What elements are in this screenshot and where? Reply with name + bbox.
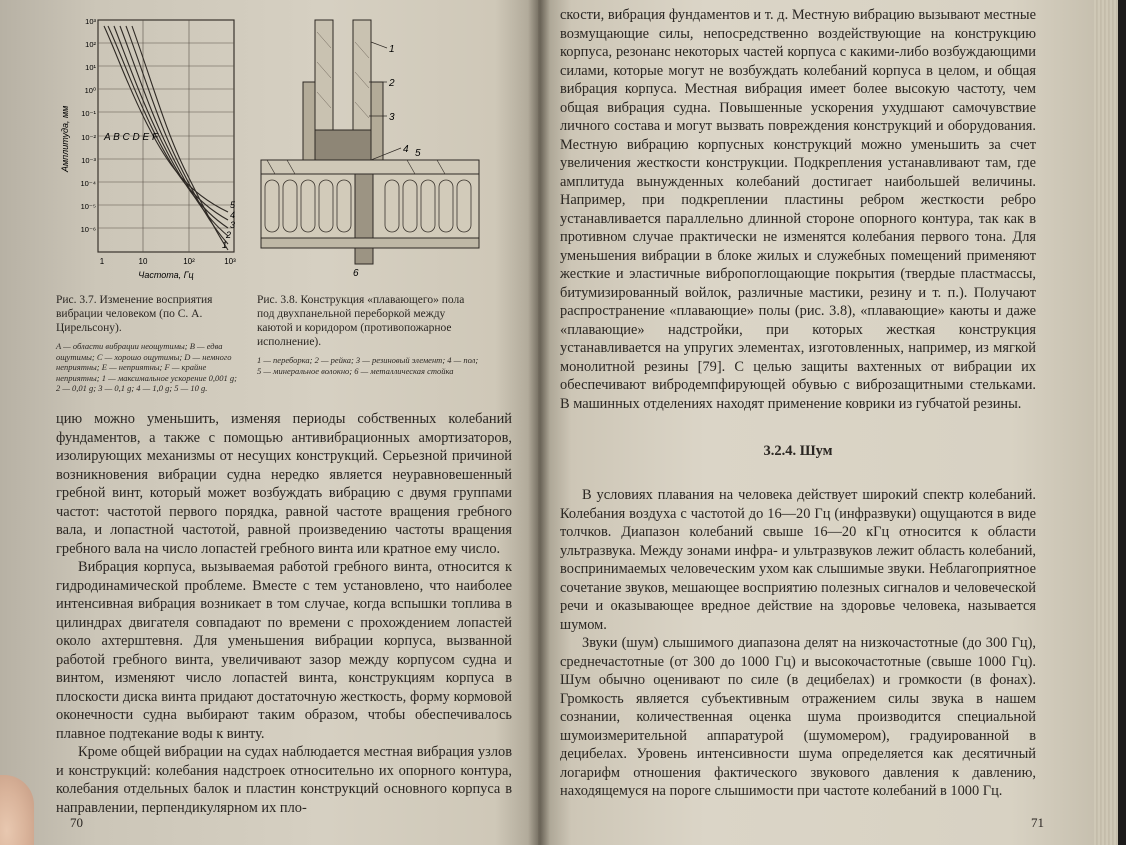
x-tick-3: 10³ — [224, 257, 236, 266]
figure-3-8-legend: 1 — переборка; 2 — рейка; 3 — резиновый элемент; 4 — пол; 5 — минеральное волокно; 6 — металлическая стойка — [257, 355, 479, 376]
x-tick-1: 10 — [138, 257, 148, 266]
paragraph: Вибрация корпуса, вызываемая работой гребного винта, относится к гидродинамической проблеме. Вместе с тем установлено, что наиболее интенсивная вибрация возникает в том случае, когда вспышки топлива в цилиндрах двигателя совпадают по времени с прохождением лопастей около ахтерштевня. Для уменьшения вибрации корпуса, вызванной работой гребного винта, увеличивают зазор между корпусом судна и винтом, изменяют число лопастей винта, конструкциям корпуса в плоскости диска винта придают достаточную жесткость, форму кормовой оконечности судна выбирают таким образом, чтобы обеспечивалось плавное подтекание воды к винту. — [56, 559, 512, 742]
callout-1: 1 — [389, 44, 395, 55]
callout-3: 3 — [389, 112, 395, 123]
figure-3-7-caption: Рис. 3.7. Изменение восприятия вибрации человеком (по С. А. Цирельсону). — [56, 294, 213, 334]
y-tick-8: 10⁻⁵ — [80, 202, 96, 211]
paragraph: Звуки (шум) слышимого диапазона делят на низкочастотные (до 300 Гц), среднечастотные (от 300 до 1000 Гц) и высокочастотные (свыше 1000 Гц). Шум обычно оценивают по силе (в децибелах) и громкости (в фонах). Громкость является субъективным отражением силы звука в нашем сознании, количественная оценка шума производится специальной шумоизмерительной аппаратурой (шумомером), градуированной в децибелах. Уровень интенсивности шума определяется как десятичный логарифм отношения фактического звукового давления к давлению, находящемуся на пороге слышимости при частоте колебаний в 1000 Гц. — [560, 635, 1036, 799]
callout-5: 5 — [415, 148, 421, 159]
curve-label-4: 4 — [230, 210, 236, 220]
page-edges — [1094, 0, 1126, 845]
y-tick-6: 10⁻³ — [81, 156, 96, 165]
page-number-right: 71 — [1031, 815, 1044, 830]
paragraph: скости, вибрация фундаментов и т. д. Местную вибрацию вызывают местные возмущающие силы, непосредственно воздействующие на конструкцию корпуса, резонанс некоторых частей корпуса с какими-либо возбуждающими силами, которые могут не возбуждать колебаний корпуса в целом, и общая вибрация корпуса. Местная вибрация имеет более высокую частоту, чем общая вибрация судна. Повышенные ускорения ухудшают самочувствие личного состава и могут вызвать повреждения конструкций и оборудования. Местную вибрацию корпусных конструкций можно уменьшить за счет увеличения жесткости конструкции. Подкрепления устанавливают там, где амплитуда вынужденных колебаний достигает наибольшей величины. Например, при подкреплении пластины ребром жесткости ребро устанавливается параллельно длинной стороне опорного контура, так как в противном случае практически не изменятся колебания первого тона. Для уменьшения вибрации в блоке жилых и служебных помещений применяют жесткие и эластичные вибропоглощающие покрытия (твердые пластмассы, битумизированный войлок, различные мастики, резину и т. п.). Получают распространение «плавающие» полы (рис. 3.8), «плавающие» каюты и даже «плавающие» надстройки, при которых жесткая конструкция устанавливается на упругих элементах, изготовленных, например, из мягкой монолитной резины [79]. С целью защиты вахтенных от вибрации их обеспечивают вибродемпфирующей обувью с виброзащитными стельками. В машинных отделениях находят применение коврики из губчатой резины. — [560, 7, 1036, 412]
vibration-perception-graph — [56, 12, 241, 282]
left-body-text — [56, 410, 512, 817]
y-tick-3: 10⁰ — [84, 86, 96, 95]
callout-4: 4 — [403, 144, 409, 155]
paragraph: Кроме общей вибрации на судах наблюдается местная вибрация узлов и конструкций: колебания надстроек относительно их опорного контура, колебания отдельных балок и пластин конструкций основного корпуса в направлении, перпендикулярном их пло- — [56, 744, 512, 816]
y-tick-1: 10² — [85, 40, 96, 49]
page-number-left: 70 — [70, 815, 83, 830]
figure-3-7-legend: A — области вибрации неощутимы; B — едва ощутимы; C — хорошо ощутимы; D — немного неприятны; E — неприятны; F — крайне неприятны; 1 — максимальное ускорение 0,001 g; 2 — 0,01 g; 3 — 0,1 g; 4 — 1,0 g; 5 — 10 g. — [56, 341, 237, 393]
callout-6: 6 — [353, 268, 359, 279]
x-tick-0: 1 — [99, 257, 105, 266]
y-tick-5: 10⁻² — [81, 133, 96, 142]
region-labels: A B C D E F — [104, 132, 159, 143]
y-axis-label: Амплитуда, мм — [60, 105, 70, 172]
y-tick-9: 10⁻⁶ — [80, 225, 96, 234]
callout-2: 2 — [389, 78, 395, 89]
curve-label-5: 5 — [230, 200, 236, 210]
paragraph: цию можно уменьшить, изменяя периоды собственных колебаний фундаментов, а также с помощью антивибрационных амортизаторов, изолирующих механизмы от несущих конструкций. Серьезной причиной возникновения вибрации судна нередко является неуравновешенный гребной винт, который может возбуждать вибрацию с двумя группами частот: частотой первого порядка, равной частоте вращения гребного вала, и лопастной частотой, равной произведению частоты вращения гребного вала на число лопастей гребного винта или кратное ему число. — [56, 411, 512, 557]
y-tick-7: 10⁻⁴ — [80, 179, 96, 188]
right-body-text-top — [560, 6, 1036, 413]
right-body-text-bottom — [560, 486, 1036, 801]
right-page — [538, 0, 1094, 845]
paragraph: В условиях плавания на человека действует широкий спектр колебаний. Колебания воздуха с частотой до 16—20 Гц (инфразвуки) ощущаются в виде толчков. Диапазон колебаний свыше 16—20 кГц относится к области ультразвука. Между зонами инфра- и ультразвуков лежит область колебаний, воспринимаемых человеческим ухом как слышимые звуки. Неблагоприятное сочетание звуков, мешающее восприятию полезных сигналов и человеческой речи и оказывающее вредное действие на здоровье человека, называется шумом. — [560, 487, 1036, 633]
x-tick-2: 10² — [183, 257, 195, 266]
section-title: 3.2.4. Шум — [763, 443, 833, 459]
y-tick-2: 10¹ — [85, 63, 96, 72]
curve-label-3: 3 — [230, 220, 236, 230]
figures-row — [56, 12, 512, 410]
figure-3-8 — [257, 12, 483, 410]
thumb — [0, 775, 34, 845]
y-tick-4: 10⁻¹ — [81, 109, 96, 118]
figure-3-7 — [56, 12, 241, 410]
curve-label-1: 1 — [222, 240, 228, 250]
figure-3-8-caption: Рис. 3.8. Конструкция «плавающего» пола под двухпанельной переборкой между каютой и коридором (противопожарное исполнение). — [257, 294, 465, 348]
y-tick-0: 10³ — [85, 17, 96, 26]
curve-label-2: 2 — [226, 230, 232, 240]
floating-floor-drawing — [257, 12, 483, 282]
x-axis-label: Частота, Гц — [138, 270, 194, 280]
left-page — [0, 0, 538, 845]
